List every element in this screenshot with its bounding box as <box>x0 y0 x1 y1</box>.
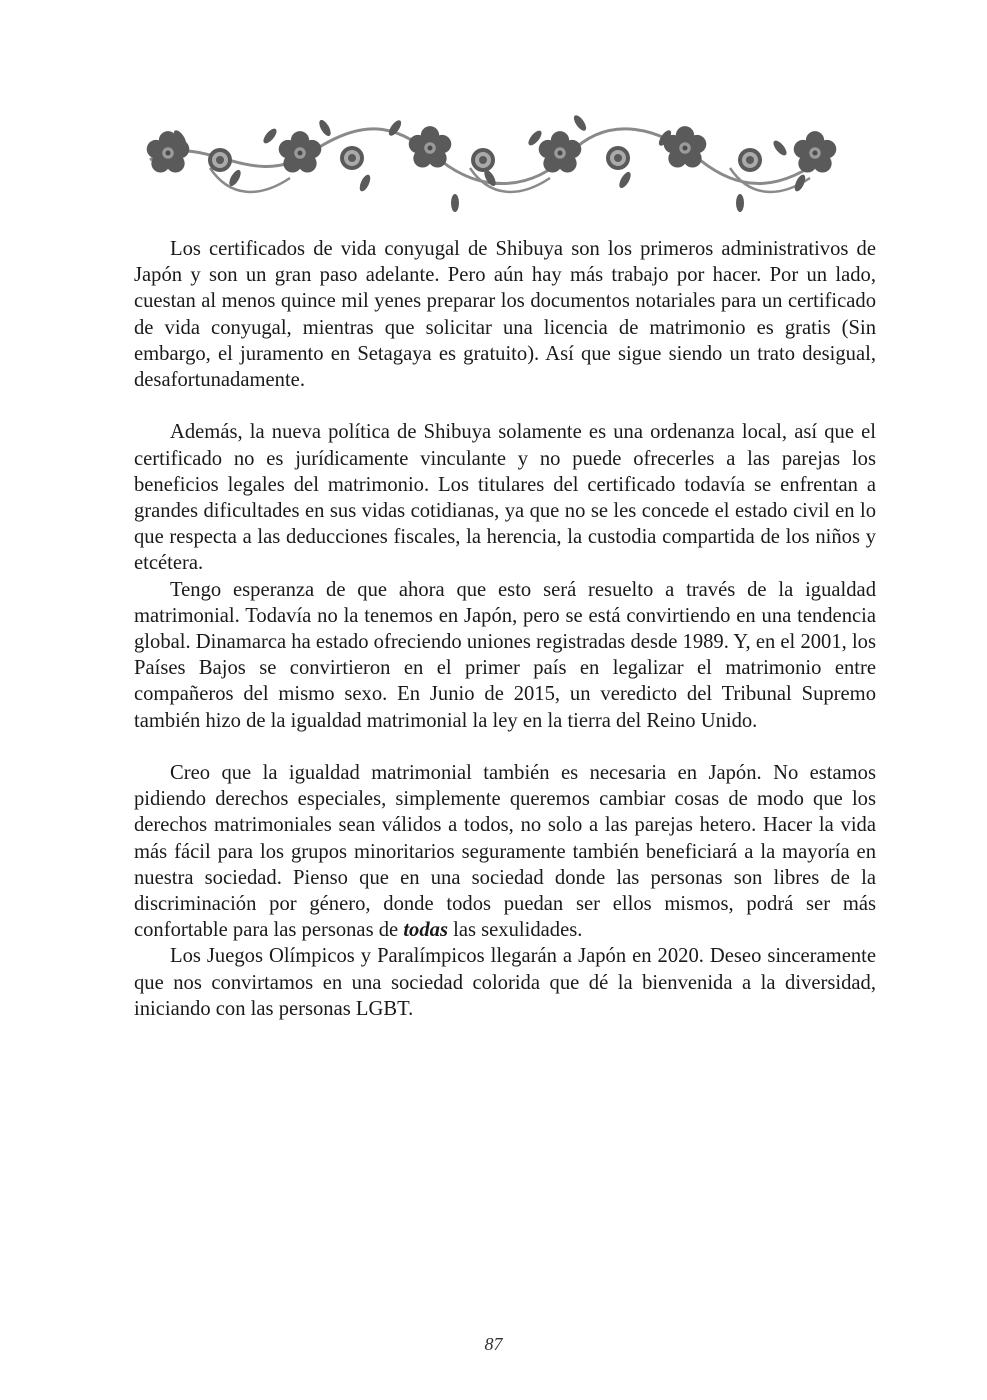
paragraph-4-text-before: Creo que la igualdad matrimonial también es necesaria en Japón. No estamos pidiendo derechos especiales, simplemente queremos cambiar cosas de modo que los derechos matrimoniales sean válidos a todos, no solo a las parejas hetero. Hacer la vida más fácil para los grupos minoritarios seguramente también beneficiará a la mayoría en nuestra sociedad. Pienso que en una sociedad donde las personas son libres de la discriminación por género, donde todos puedan ser ellos mismos, podrá ser más confortable para las personas de <box>134 762 876 942</box>
paragraph-5: Los Juegos Olímpicos y Paralímpicos llegarán a Japón en 2020. Deseo sinceramente que nos convirtamos en una sociedad colorida que dé la bienvenida a la diversidad, iniciando con las personas LGBT. <box>134 945 876 1020</box>
paragraph-4 <box>134 760 876 943</box>
paragraph-4-text-after: las sexulidades. <box>447 919 583 942</box>
body-text <box>134 236 876 1022</box>
emphasized-word: todas <box>403 919 448 942</box>
page-number: 87 <box>484 1334 503 1354</box>
floral-vine-ornament <box>140 108 840 220</box>
paragraph-1: Los certificados de vida conyugal de Shibuya son los primeros administrativos de Japón y son un gran paso adelante. Pero aún hay más trabajo por hacer. Por un lado, cuestan al menos quince mil yenes preparar los documentos notariales para un certificado de vida conyugal, mientras que solicitar una licencia de matrimonio es gratis (Sin embargo, el juramento en Setagaya es gratuito). Así que sigue siendo un trato desigual, desafortunadamente. <box>134 238 876 392</box>
paragraph-2: Además, la nueva política de Shibuya solamente es una ordenanza local, así que el certificado no es jurídicamente vinculante y no puede ofrecerles a las parejas los beneficios legales del matrimonio. Los titulares del certificado todavía se enfrentan a grandes dificultades en sus vidas cotidianas, ya que no se les concede el estado civil en lo que respecta a las deducciones fiscales, la herencia, la custodia compartida de los niños y etcétera. <box>134 421 876 575</box>
paragraph-3: Tengo esperanza de que ahora que esto será resuelto a través de la igualdad matrimonial. Todavía no la tenemos en Japón, pero se está convirtiendo en una tendencia global. Dinamarca ha estado ofreciendo uniones registradas desde 1989. Y, en el 2001, los Países Bajos se convirtieron en el primer país en legalizar el matrimonio entre compañeros del mismo sexo. En Junio de 2015, un veredicto del Tribunal Supremo también hizo de la igualdad matrimonial la ley en la tierra del Reino Unido. <box>134 578 876 732</box>
